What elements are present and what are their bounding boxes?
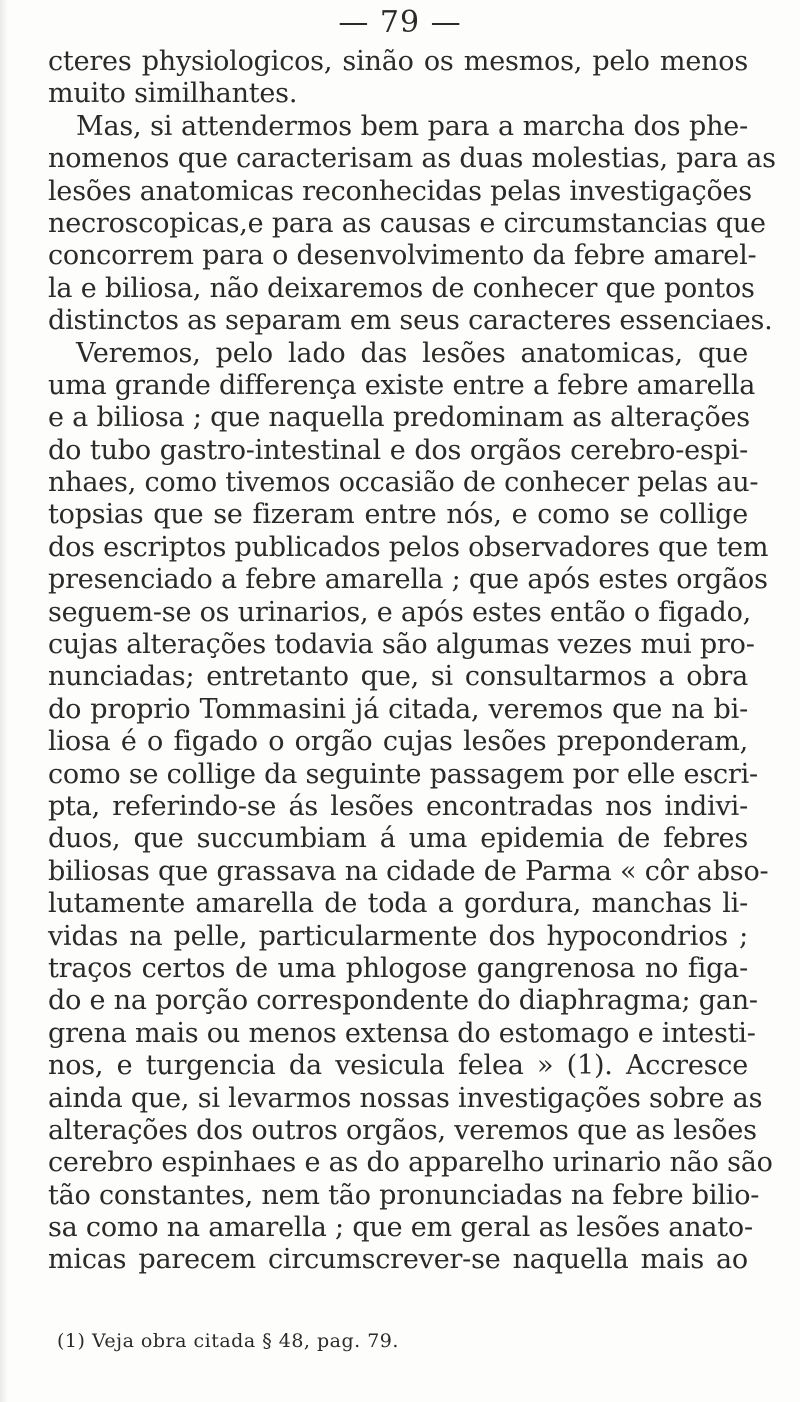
text-line: e a biliosa ; que naquella predominam as alterações [48, 402, 750, 434]
text-line: do e na porção correspondente do diaphragma; gan- [48, 985, 758, 1017]
text-line: necroscopicas,e para as causas e circumstancias que [48, 207, 766, 239]
text-line: liosa é o figado o orgão cujas lesões preponderam, [48, 726, 748, 758]
text-line: distinctos as separam em seus caracteres essenciaes. [48, 305, 773, 337]
text-line: cujas alterações todavia são algumas vezes mui pro- [48, 629, 755, 661]
text-line: sa como na amarella ; que em geral as lesões anato- [48, 1212, 753, 1244]
text-line: Veremos, pelo lado das lesões anatomicas, que [76, 337, 748, 369]
page-number: — 79 — [338, 5, 462, 40]
text-line: tão constantes, nem tão pronunciadas na febre bilio- [48, 1179, 760, 1211]
text-line: duos, que succumbiam á uma epidemia de febres [48, 823, 748, 855]
text-line: lutamente amarella de toda a gordura, manchas li- [48, 888, 748, 920]
text-line: biliosas que grassava na cidade de Parma « côr abso- [48, 855, 769, 887]
text-line: ainda que, si levarmos nossas investigações sobre as [48, 1082, 763, 1114]
text-line: topsias que se fizeram entre nós, e como se collige [48, 499, 748, 531]
footnote: (1) Veja obra citada § 48, pag. 79. [57, 1330, 399, 1352]
text-line: Mas, si attendermos bem para a marcha dos phe- [76, 110, 748, 142]
text-line: nunciadas; entretanto que, si consultarmos a obra [48, 661, 748, 693]
text-line: traços certos de uma phlogose gangrenosa no figa- [48, 952, 748, 984]
text-line: do proprio Tommasini já citada, veremos que na bi- [48, 693, 748, 725]
text-line: presenciado a febre amarella ; que após estes orgãos [48, 564, 768, 596]
text-line: nos, e turgencia da vesicula felea » (1). Accresce [48, 1050, 748, 1082]
text-line: la e biliosa, não deixaremos de conhecer que pontos [48, 272, 755, 304]
text-line: como se collige da seguinte passagem por elle escri- [48, 758, 758, 790]
text-line: nomenos que caracterisam as duas molestias, para as [48, 143, 776, 175]
text-line: do tubo gastro-intestinal e dos orgãos cerebro-espi- [48, 434, 748, 466]
text-line: lesões anatomicas reconhecidas pelas investigações [48, 175, 752, 207]
text-line: grena mais ou menos extensa do estomago e intesti- [48, 1017, 756, 1049]
text-line: uma grande differença existe entre a febre amarella [48, 369, 756, 401]
text-line: seguem-se os urinarios, e após estes então o figado, [48, 596, 752, 628]
text-line: muito similhantes. [48, 78, 298, 110]
text-line: dos escriptos publicados pelos observadores que tem [48, 531, 769, 563]
text-line: concorrem para o desenvolvimento da febre amarel- [48, 240, 757, 272]
text-line: nhaes, como tivemos occasião de conhecer pelas au- [48, 467, 759, 499]
text-line: vidas na pelle, particularmente dos hypocondrios ; [48, 920, 748, 952]
page-edge-shadow [0, 0, 8, 1402]
text-line: pta, referindo-se ás lesões encontradas nos indivi- [48, 790, 748, 822]
text-line: cerebro espinhaes e as do apparelho urinario não são [48, 1147, 773, 1179]
text-line: cteres physiologicos, sinão os mesmos, pelo menos [48, 46, 748, 77]
text-line: micas parecem circumscrever-se naquella mais ao [48, 1244, 748, 1276]
body-text [48, 46, 776, 1277]
text-line: alterações dos outros orgãos, veremos que as lesões [48, 1114, 757, 1146]
